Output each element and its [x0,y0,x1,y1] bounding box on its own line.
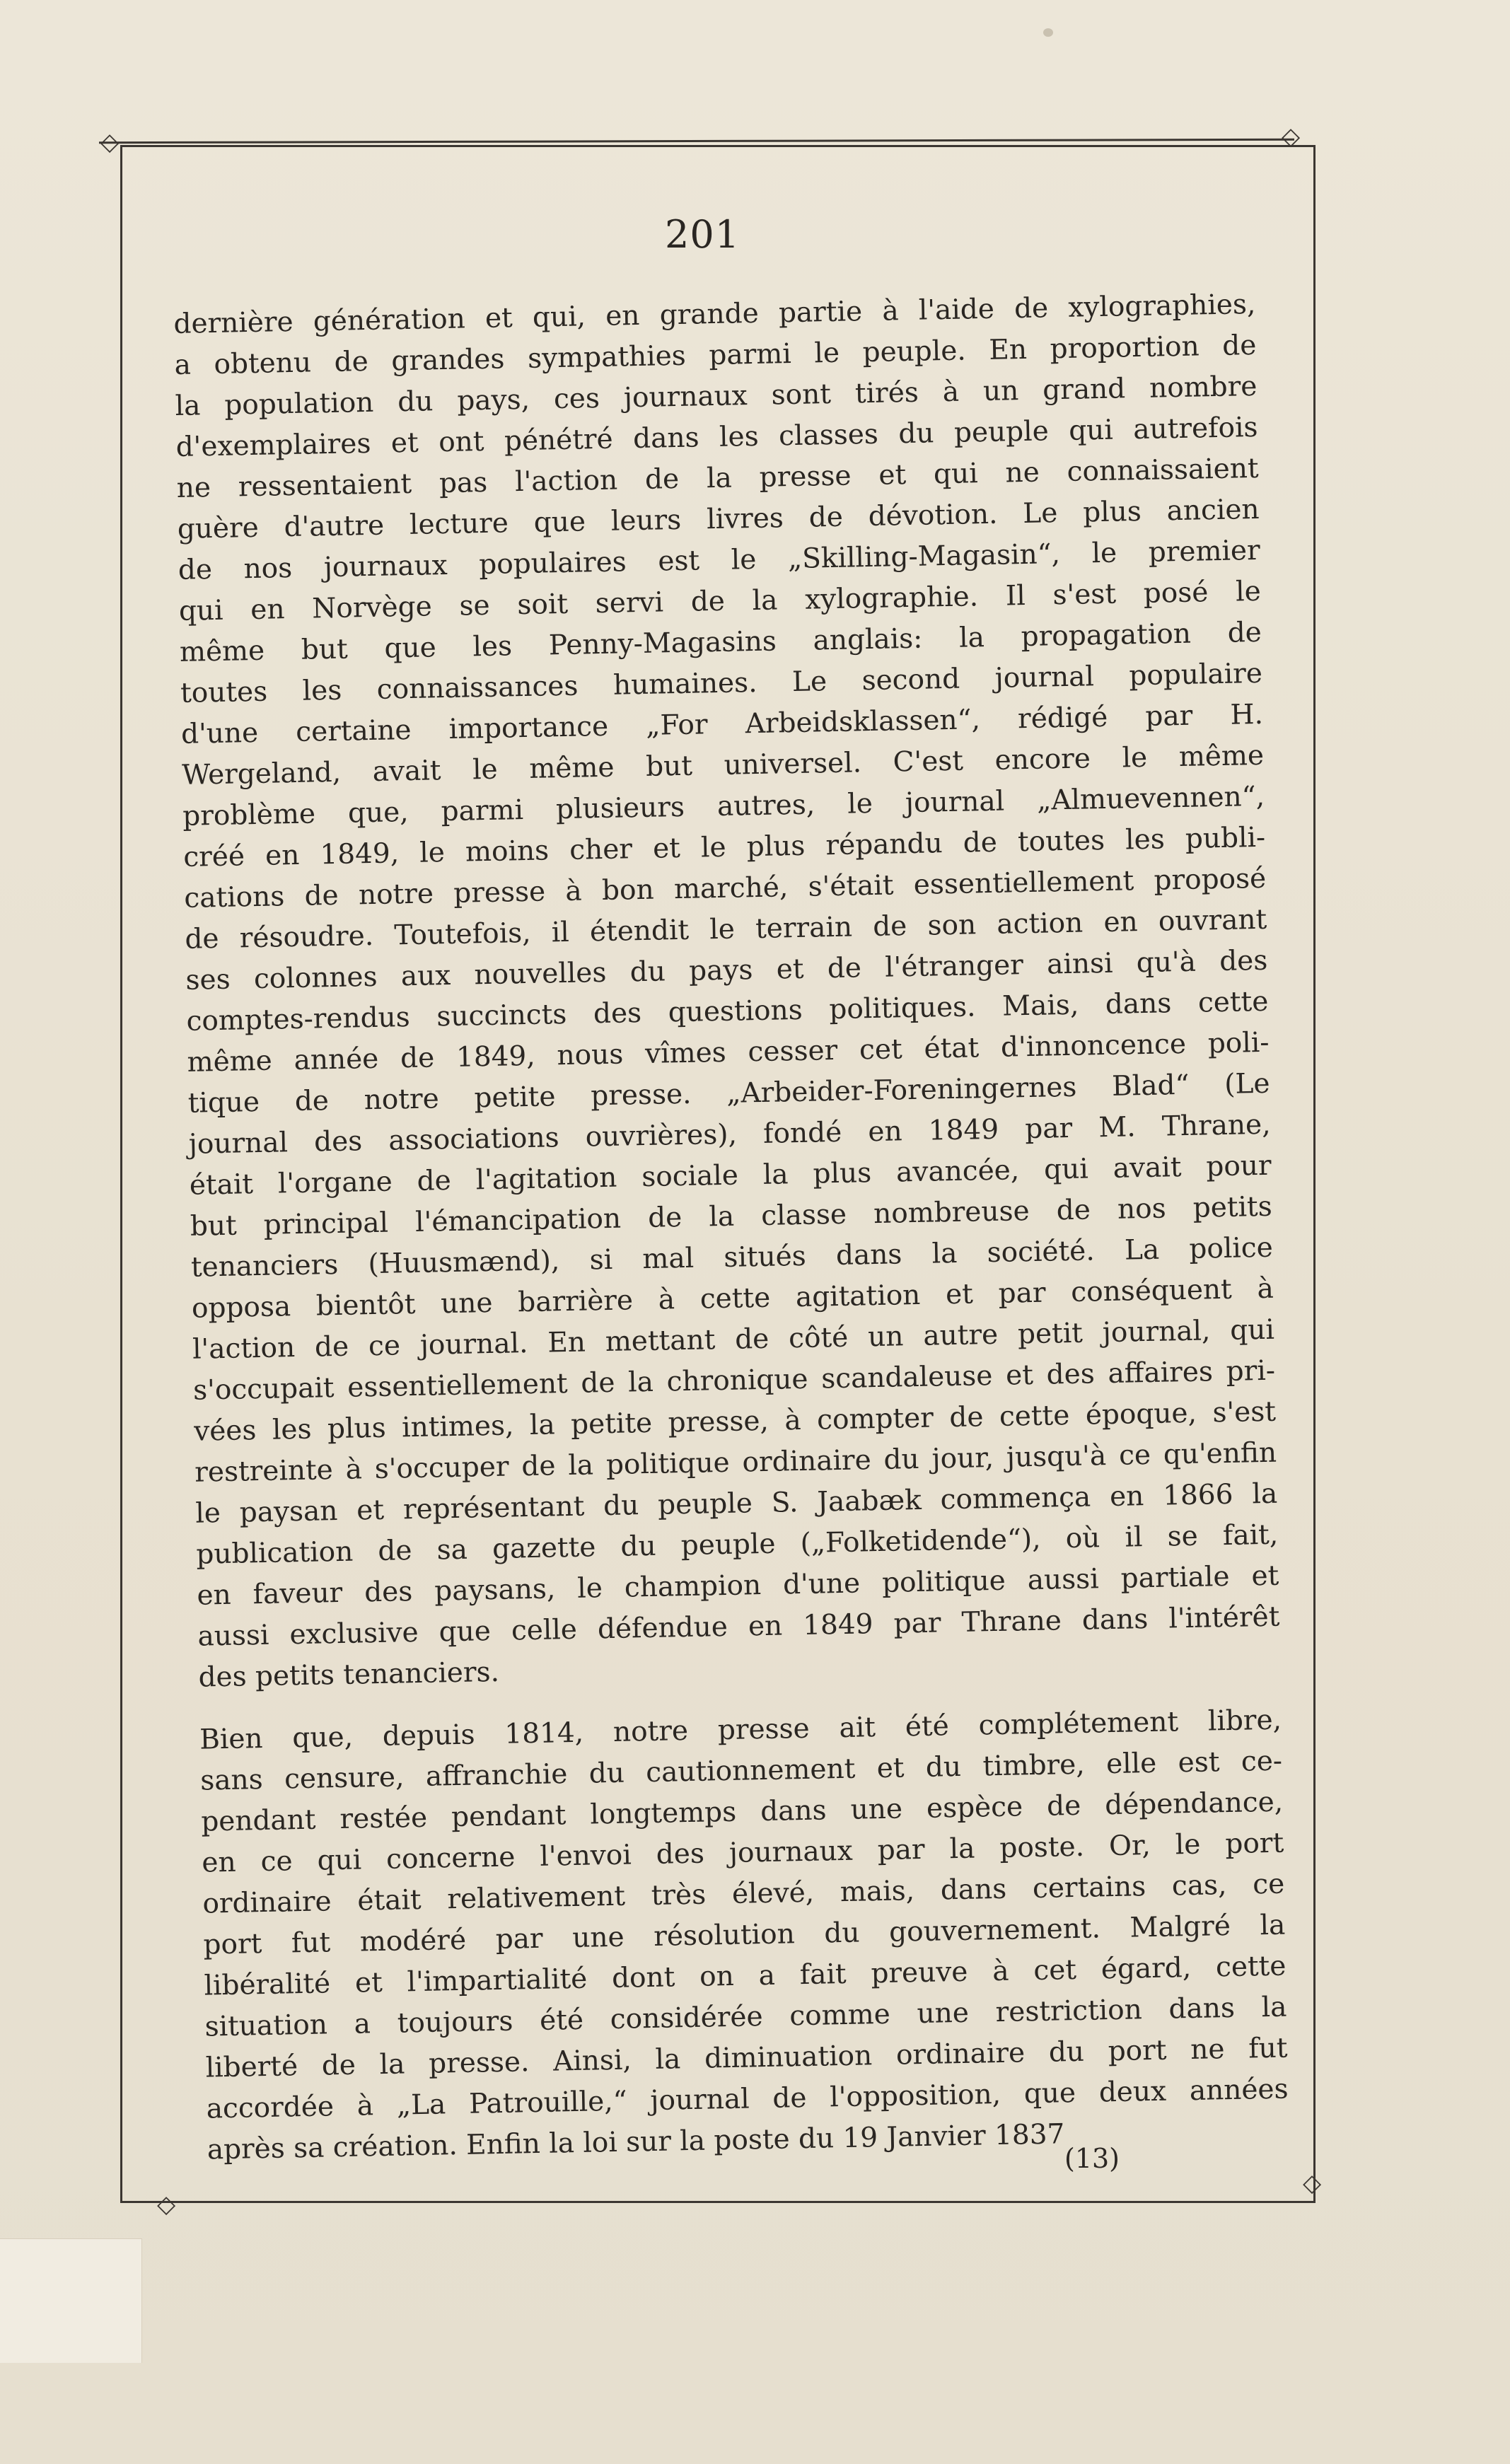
text-line: comptes-rendus succincts des questions politiques. Mais, dans cette [186,985,1269,1038]
text-line: en faveur des paysans, le champion d'une politique aussi partiale et [197,1559,1279,1612]
text-line: journal des associations ouvrières), fondé en 1849 par M. Thrane, [188,1108,1271,1161]
text-line: ne ressentaient pas l'action de la presse et qui ne connaissaient [176,452,1259,504]
text-line: tique de notre petite presse. „Arbeider-Foreningernes Blad“ (Le [187,1067,1270,1120]
text-line: pendant restée pendant longtemps dans une espèce de dépendance, [200,1786,1284,1838]
body-text [173,284,1289,2171]
text-line: Bien que, depuis 1814, notre presse ait été complétement libre, [199,1704,1282,1756]
text-line: des petits tenanciers. [198,1656,500,1694]
text-line: restreinte à s'occuper de la politique ordinaire du jour, jusqu'à ce qu'enfin [194,1436,1277,1489]
text-line: guère d'autre lecture que leurs livres de dévotion. Le plus ancien [177,493,1260,545]
text-line: publication de sa gazette du peuple („Folketidende“), où il se fait, [195,1518,1279,1571]
text-line: de nos journaux populaires est le „Skilling-Magasin“, le premier [178,534,1261,586]
text-line: ses colonnes aux nouvelles du pays et de l'étranger ainsi qu'à des [185,944,1268,996]
text-line: qui en Norvège se soit servi de la xylographie. Il s'est posé le [178,575,1262,627]
paragraph [173,284,1281,1699]
signature-mark: (13) [1064,2143,1120,2174]
text-line: après sa création. Enfin la loi sur la poste du 19 Janvier 1837 [207,2118,1065,2166]
paper-tab [0,2238,142,2363]
text-line: était l'organe de l'agitation sociale la plus avancée, qui avait pour [189,1149,1272,1202]
text-line: but principal l'émancipation de la classe nombreuse de nos petits [190,1190,1273,1243]
corner-ornament-top-left: ◇ [100,128,120,156]
text-line: libéralité et l'impartialité dont on a fait preuve à cet égard, cette [204,1950,1287,2002]
text-line: tenanciers (Huusmænd), si mal situés dans la société. La police [190,1231,1274,1284]
corner-ornament-bottom-left: ◇ [157,2190,176,2219]
text-line: opposa bientôt une barrière à cette agitation et par conséquent à [191,1272,1274,1325]
page-number: 201 [665,212,741,257]
text-line: même année de 1849, nous vîmes cesser cet état d'innoncence poli- [187,1026,1270,1079]
paper-speck [1043,28,1053,37]
text-line: ordinaire était relativement très élevé, mais, dans certains cas, ce [202,1868,1285,1920]
text-line: d'exemplaires et ont pénétré dans les classes du peuple qui autrefois [175,411,1258,463]
text-line: dernière génération et qui, en grande partie à l'aide de xylographies, [173,288,1256,340]
corner-ornament-bottom-right: ◇ [1303,2169,1322,2197]
text-line: accordée à „La Patrouille,“ journal de l'opposition, que deux années [206,2073,1289,2125]
text-line: en ce qui concerne l'envoi des journaux par la poste. Or, le port [201,1827,1284,1879]
text-line: l'action de ce journal. En mettant de côté un autre petit journal, qui [192,1313,1275,1366]
text-line: situation a toujours été considérée comme une restriction dans la [204,1991,1287,2043]
text-line: port fut modéré par une résolution du gouvernement. Malgré la [203,1909,1286,1961]
text-line: la population du pays, ces journaux sont tirés à un grand nombre [175,370,1258,422]
text-line: aussi exclusive que celle défendue en 1849 par Thrane dans l'intérêt [197,1600,1280,1653]
text-line: sans censure, affranchie du cautionnement et du timbre, elle est ce- [199,1745,1283,1797]
text-line: cations de notre presse à bon marché, s'était essentiellement proposé [183,862,1267,914]
text-line: d'une certaine importance „For Arbeidsklassen“, rédigé par H. [180,698,1264,750]
text-line: toutes les connaissances humaines. Le second journal populaire [180,657,1263,709]
text-line: s'occupait essentiellement de la chronique scandaleuse et des affaires pri- [192,1354,1276,1407]
corner-ornament-top-right: ◇ [1282,122,1301,151]
text-line: créé en 1849, le moins cher et le plus répandu de toutes les publi- [182,821,1266,873]
text-line: problème que, parmi plusieurs autres, le journal „Almuevennen“, [182,780,1265,832]
text-line: de résoudre. Toutefois, il étendit le terrain de son action en ouvrant [185,903,1267,955]
text-line: Wergeland, avait le même but universel. C'est encore le même [181,739,1265,791]
frame-top-rule [99,139,1294,144]
text-line: a obtenu de grandes sympathies parmi le peuple. En proportion de [174,329,1257,381]
text-line: vées les plus intimes, la petite presse, à compter de cette époque, s'est [193,1395,1277,1448]
text-line: le paysan et représentant du peuple S. Jaabæk commença en 1866 la [194,1477,1278,1530]
paragraph [199,1700,1289,2171]
text-line: liberté de la presse. Ainsi, la diminuation ordinaire du port ne fut [205,2032,1288,2084]
text-line: même but que les Penny-Magasins anglais: la propagation de [179,616,1262,668]
